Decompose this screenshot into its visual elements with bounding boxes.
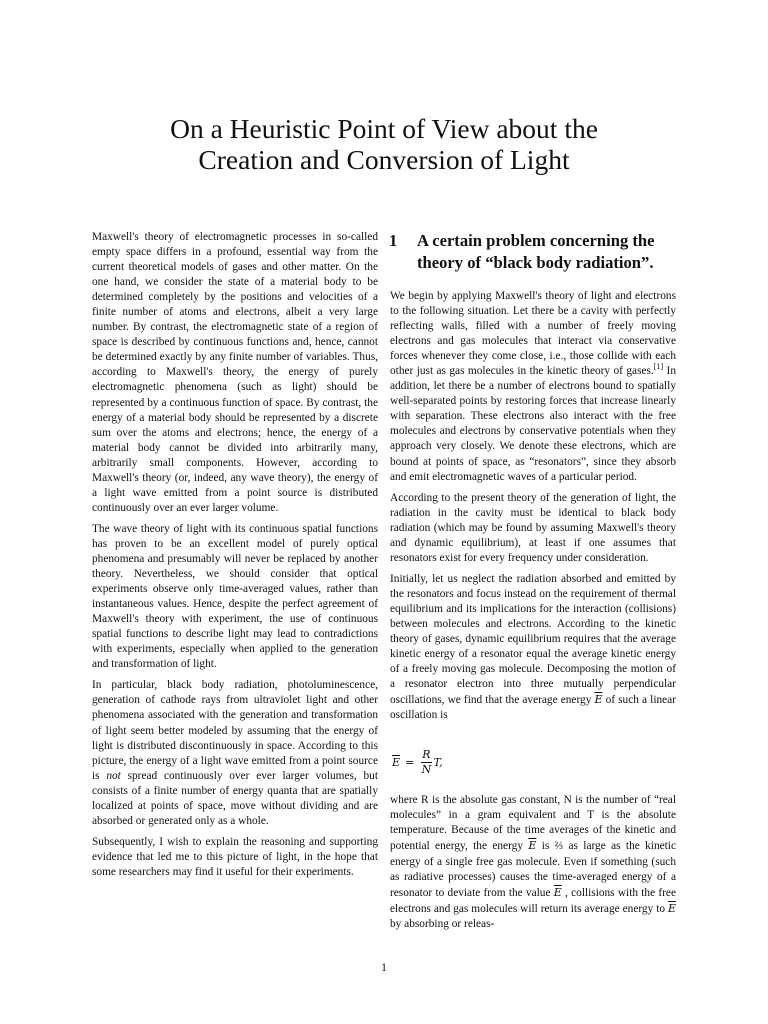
citation-link[interactable]: [1]	[653, 362, 664, 372]
equation-numerator: R	[422, 747, 431, 761]
section-paragraph-1-part-a: We begin by applying Maxwell's theory of light and electrons to the following situation. Let there be a cavity with perfectly reflecting walls, filled with a number of freely moving electrons and gas molecules that interact via conservative forces whenever they come close, i.e., those collide with each other just as gas molecules in the kinetic theory of gases.	[390, 290, 676, 378]
intro-paragraph-1: Maxwell's theory of electromagnetic processes in so-called empty space differs in a profound, essential way from the current theoretical models of gases and other matter. On the one hand, we consider the state of a material body to be determined completely by the positions and velocities of a finite number of atoms and electrons, albeit a very large number. By contrast, the electromagnetic state of a region of space is described by continuous functions and, hence, cannot be determined exactly by any finite number of variables. Thus, according to Maxwell's theory, the energy of purely electromagnetic phenomena (such as light) should be represented by a continuous function of space. By contrast, the energy of a material body should be represented by a discrete sum over the atoms and electrons; hence, the energy of a material body cannot be divided into arbitrarily many, arbitrarily small components. However, according to Maxwell's theory (or, indeed, any wave theory), the energy of a light wave emitted from a point source is distributed continuously over an ever larger volume.	[92, 231, 378, 514]
intro-paragraph-3	[92, 678, 378, 828]
equation-denominator: N	[421, 762, 432, 776]
intro-paragraph-3-part-b: spread continuously over ever larger volumes, but consists of a finite number of energy quanta that are spatially localized at points of space, move without dividing and are absorbed or generated only as a whole.	[92, 769, 378, 827]
title-line-2: Creation and Conversion of Light	[198, 144, 570, 175]
section-paragraph-2: According to the present theory of the generation of light, the radiation in the cavity must be identical to black body radiation (which may be found by assuming Maxwell's theory and dynamic equilibrium), at least if one assumes that resonators exist for every frequency under consideration.	[390, 491, 676, 564]
title-line-1: On a Heuristic Point of View about the	[170, 113, 598, 144]
section-title: A certain problem concerning the theory of “black body radiation”.	[417, 231, 655, 272]
energy-equation	[392, 745, 676, 779]
emphasis-not: not	[106, 769, 121, 782]
section-heading	[389, 230, 676, 274]
section-paragraph-1-part-b: In addition, let there be a number of electrons bound to spatially well-separated points by restoring forces that increase linearly with separation. These electrons also interact with the free molecules and electrons by conservative potentials when they approach very closely. We denote these electrons, which are bound at points of space, as “resonators”, since they absorb and emit electromagnetic waves of a particular period.	[390, 365, 676, 483]
section-paragraph-3-part-a: Initially, let us neglect the radiation absorbed and emitted by the resonators and focus instead on the requirement of thermal equilibrium and its implications for the interaction (collisions) between molecules and electrons. According to the kinetic theory of gases, dynamic equilibrium requires that the average kinetic energy of a resonator equal the average kinetic energy of a freely moving gas molecule. Decomposing the motion of a resonator electron into three mutually perpendicular oscillations, we find that the average energy	[390, 572, 676, 707]
equation-rhs: T,	[433, 755, 443, 769]
section-number: 1	[389, 231, 398, 250]
section-paragraph-4-part-d: by absorbing or releas-	[390, 917, 495, 930]
page-number: 1	[381, 960, 387, 974]
energy-symbol: $\overline{E}$	[528, 839, 537, 853]
intro-paragraph-4: Subsequently, I wish to explain the reasoning and supporting evidence that led me to this picture of light, in the hope that some researchers may find it useful for their experiments.	[92, 835, 378, 878]
equation-lhs: $\overline{E}$	[392, 755, 401, 769]
section-paragraph-4-part-b: is ⅔ as large as the kinetic energy of a single free gas molecule. Even if something (such as radiative processes) causes the time-averaged energy of a resonator to deviate from the value	[390, 840, 676, 899]
section-paragraph-4	[390, 793, 676, 931]
energy-symbol: $\overline{E}$	[667, 901, 676, 915]
intro-paragraph-3-part-a: In particular, black body radiation, photoluminescence, generation of cathode rays from ultraviolet light and other phenomena associated with the generation and transformation of light seem better modeled by assuming that the energy of light is distributed discontinuously in space. According to this picture, the energy of a light wave emitted from a point source is	[92, 679, 378, 782]
right-column	[390, 230, 676, 938]
section-paragraph-3	[390, 572, 676, 723]
energy-symbol: $\overline{E}$	[594, 693, 603, 707]
equation-fraction	[421, 748, 431, 777]
equation-equals: =	[405, 755, 415, 769]
section-paragraph-3-part-b: of such a linear oscillation is	[390, 694, 676, 722]
section-paragraph-1	[390, 289, 676, 485]
section-paragraph-4-part-c: , collisions with the free electrons and gas molecules will return its average energy to	[390, 886, 676, 915]
section-paragraph-4-part-a: where R is the absolute gas constant, N is the number of “real molecules” in a gram equivalent and T is the absolute temperature. Because of the time averages of the kinetic and potential energy, the energy	[390, 794, 676, 853]
left-column	[92, 230, 378, 886]
energy-symbol: $\overline{E}$	[553, 885, 562, 899]
paper-title	[60, 113, 708, 175]
intro-paragraph-2: The wave theory of light with its continuous spatial functions has proven to be an excellent model of purely optical phenomena and presumably will never be replaced by another theory. Nevertheless, we should consider that optical experiments observe only time-averaged values, rather than instantaneous values. Hence, despite the perfect agreement of Maxwell's theory with experiment, the use of continuous spatial functions to describe light may lead to contradictions with experiments, especially when applied to the generation and transformation of light.	[92, 522, 378, 671]
